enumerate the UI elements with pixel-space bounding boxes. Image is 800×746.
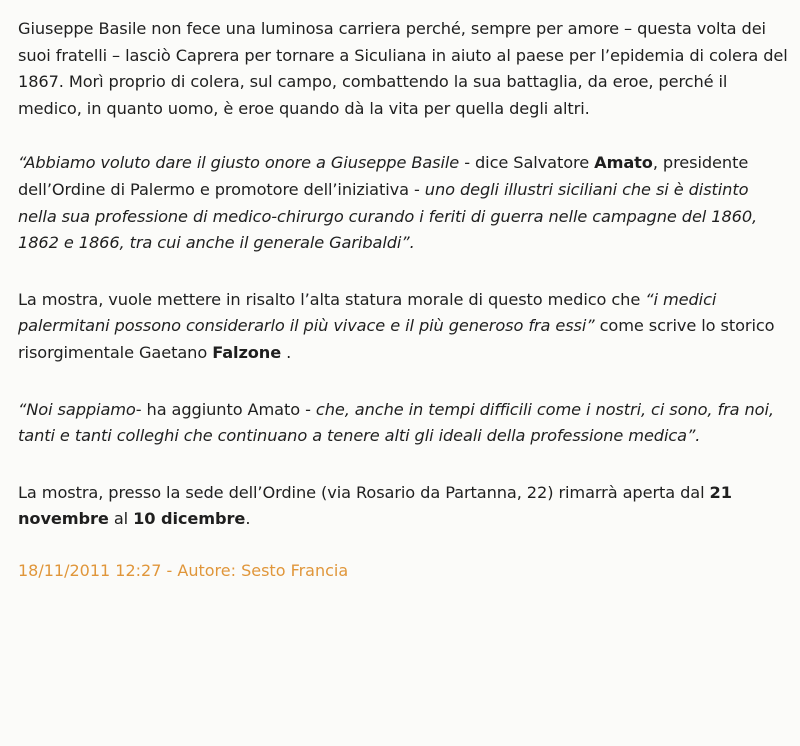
paragraph-colleagues-quote — [18, 397, 788, 450]
post-meta — [18, 559, 788, 583]
quote-text: “i medici palermitani possono considerarlo il più vivace e il più generoso fra essi” — [18, 289, 717, 336]
author-label: Autore: — [177, 560, 242, 580]
start-date: 21 novembre — [18, 482, 732, 529]
quote-text: “Noi sappiamo — [18, 399, 136, 419]
historian-name: Falzone — [212, 342, 282, 362]
meta-separator: - — [161, 560, 178, 580]
paragraph-text: La mostra, vuole mettere in risalto l’alta statura morale di questo medico che — [18, 289, 646, 309]
quote-text: che, anche in tempi difficili come i nostri, ci sono, fra noi, tanti e tanti colleghi che continuano a tenere alti gli ideali della professione medica”. — [18, 399, 774, 446]
paragraph-text: come scrive lo storico risorgimentale Gaetano — [18, 316, 775, 362]
paragraph-text: al — [108, 509, 134, 529]
post-datetime: 18/11/2011 12:27 — [18, 560, 162, 580]
paragraph-text: . — [245, 509, 251, 529]
quote-text: “Abbiamo voluto dare il giusto onore a Giuseppe Basile — [18, 153, 460, 173]
paragraph-text: . — [281, 342, 292, 362]
speaker-name: Amato — [594, 153, 653, 173]
paragraph-basile-career — [18, 16, 788, 122]
paragraph-exhibition-purpose — [18, 287, 788, 367]
author-name: Sesto Francia — [241, 560, 349, 580]
quote-text: uno degli illustri siciliani che si è distinto nella sua professione di medico-chirurgo curando i feriti di guerra nelle campagne del 1860, 1862 e 1866, tra cui anche il generale Garibaldi”. — [18, 179, 758, 253]
attribution-text: , presidente dell’Ordine di Palermo e promotore dell’iniziativa - — [18, 153, 749, 199]
paragraph-text: La mostra, presso la sede dell’Ordine (via Rosario da Partanna, 22) rimarrà aperta dal — [18, 482, 710, 502]
article-body — [18, 16, 788, 583]
attribution-text: - ha aggiunto Amato - — [135, 399, 316, 419]
paragraph-exhibition-dates — [18, 480, 788, 533]
attribution-text: - dice Salvatore — [459, 153, 595, 173]
end-date: 10 dicembre — [133, 509, 246, 529]
paragraph-amato-quote — [18, 150, 788, 256]
paragraph-text: Giuseppe Basile non fece una luminosa carriera perché, sempre per amore – questa volta dei suoi fratelli – lasciò Caprera per tornare a Siculiana in aiuto al paese per l’epidemia di colera del 1867. Morì proprio di colera, sul campo, combattendo la sua battaglia, da eroe, perché il medico, in quanto uomo, è eroe quando dà la vita per quella degli altri. — [18, 19, 788, 118]
